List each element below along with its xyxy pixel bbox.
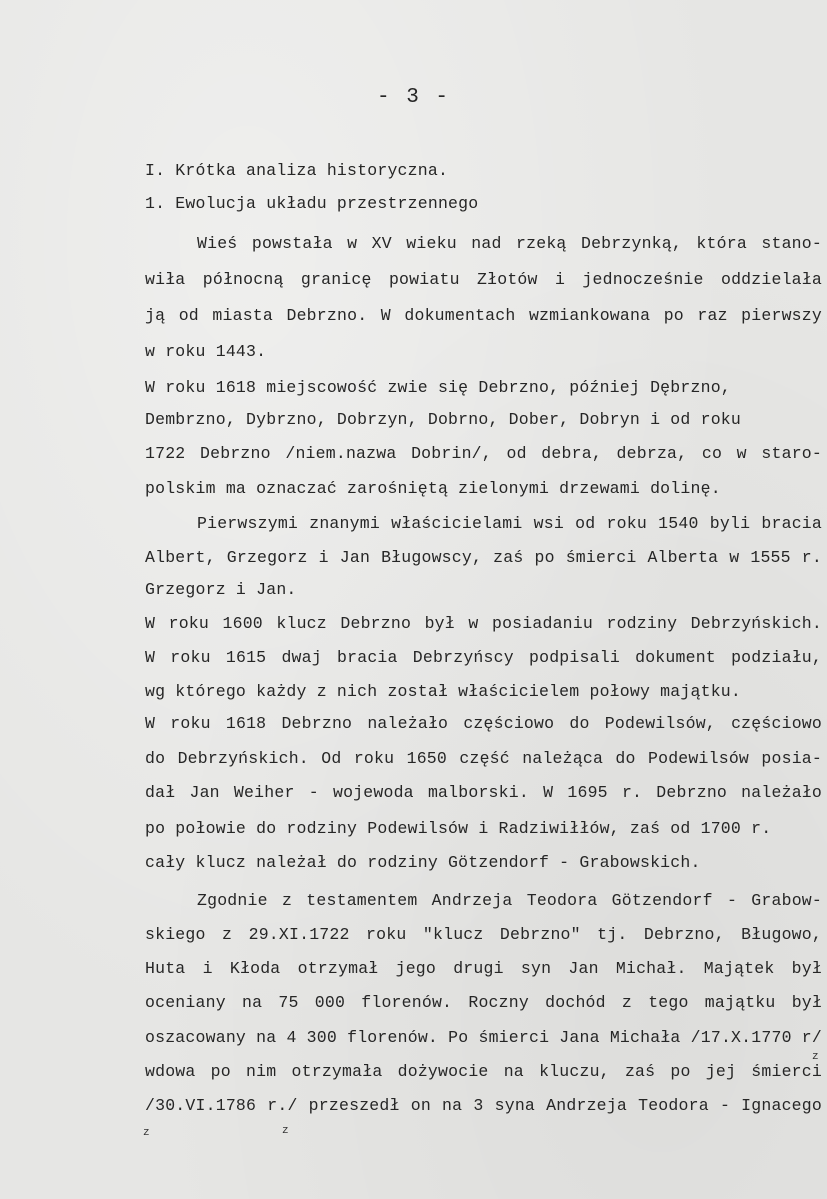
text-line: wiła północną granicę powiatu Złotów i jednocześnie oddzielała [145, 270, 822, 289]
text-line: ją od miasta Debrzno. W dokumentach wzmiankowana po raz pierwszy [145, 306, 822, 325]
text-line: wdowa po nim otrzymała dożywocie na kluczu, zaś po jej śmierci [145, 1062, 822, 1081]
text-line: W roku 1618 miejscowość zwie się Debrzno, później Dębrzno, [145, 378, 731, 397]
text-line: oszacowany na 4 300 florenów. Po śmierci Jana Michała /17.X.1770 r/ [145, 1028, 822, 1047]
text-line: wg którego każdy z nich został właścicielem połowy majątku. [145, 682, 741, 701]
text-line: polskim ma oznaczać zarośniętą zielonymi drzewami dolinę. [145, 479, 721, 498]
text-line: cały klucz należał do rodziny Götzendorf - Grabowskich. [145, 853, 701, 872]
text-line: Pierwszymi znanymi właścicielami wsi od roku 1540 byli bracia [197, 514, 822, 533]
text-line: Wieś powstała w XV wieku nad rzeką Debrzynką, która stano- [197, 234, 822, 253]
footnote-mark: z [282, 1125, 289, 1137]
text-line: W roku 1615 dwaj bracia Debrzyńscy podpisali dokument podziału, [145, 648, 822, 667]
text-line: po połowie do rodziny Podewilsów i Radziwiłłów, zaś od 1700 r. [145, 819, 772, 838]
text-line: W roku 1618 Debrzno należało częściowo do Podewilsów, częściowo [145, 714, 822, 733]
section-heading: I. Krótka analiza historyczna. [145, 161, 449, 180]
text-line: Albert, Grzegorz i Jan Bługowscy, zaś po śmierci Alberta w 1555 r. [145, 548, 822, 567]
page-number: - 3 - [376, 86, 450, 109]
text-line: dał Jan Weiher - wojewoda malborski. W 1695 r. Debrzno należało [145, 783, 822, 802]
text-line: oceniany na 75 000 florenów. Roczny dochód z tego majątku był [145, 993, 822, 1012]
footnote-mark: z [143, 1127, 150, 1139]
text-line: Zgodnie z testamentem Andrzeja Teodora Götzendorf - Grabow- [197, 891, 822, 910]
text-line: /30.VI.1786 r./ przeszedł on na 3 syna Andrzeja Teodora - Ignacego [145, 1096, 822, 1115]
text-line: Grzegorz i Jan. [145, 580, 297, 599]
text-line: Dembrzno, Dybrzno, Dobrzyn, Dobrno, Dober, Dobryn i od roku [145, 410, 741, 429]
text-line: do Debrzyńskich. Od roku 1650 część należąca do Podewilsów posia- [145, 749, 822, 768]
text-line: W roku 1600 klucz Debrzno był w posiadaniu rodziny Debrzyńskich. [145, 614, 822, 633]
text-line: 1722 Debrzno /niem.nazwa Dobrin/, od debra, debrza, co w staro- [145, 444, 822, 463]
text-line: Huta i Kłoda otrzymał jego drugi syn Jan Michał. Majątek był [145, 959, 822, 978]
text-line: w roku 1443. [145, 342, 267, 361]
subsection-heading: 1. Ewolucja układu przestrzennego [145, 194, 479, 213]
text-line: skiego z 29.XI.1722 roku "klucz Debrzno" tj. Debrzno, Bługowo, [145, 925, 822, 944]
footnote-mark: z [812, 1051, 819, 1063]
